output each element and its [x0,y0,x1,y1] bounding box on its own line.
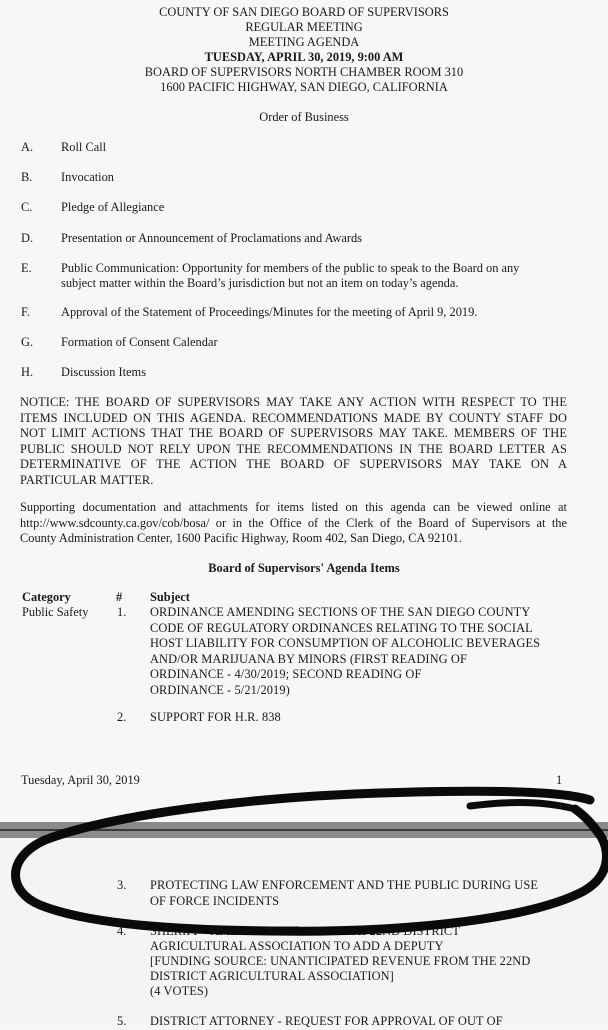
order-text: Pledge of Allegiance [61,200,165,214]
notice-line: PARTICULAR MATTER. [20,472,154,487]
subject-line: DISTRICT AGRICULTURAL ASSOCIATION] [150,969,394,983]
subject-line: CODE OF REGULATORY ORDINANCES RELATING TO THE SOCIAL [150,620,533,635]
subject-line: OF FORCE INCIDENTS [150,893,280,908]
subject-line: ORDINANCE - 5/21/2019) [150,682,290,697]
item-subject: SUPPORT FOR H.R. 838 [150,710,281,724]
header-doc-type: MEETING AGENDA [248,35,360,49]
subject-line: AGRICULTURAL ASSOCIATION TO ADD A DEPUTY [150,939,444,953]
item-subject [150,605,540,698]
header-date: TUESDAY, APRIL 30, 2019, 9:00 AM [204,50,404,64]
order-letter: E. [21,261,32,275]
subject-line: AND/OR MARIJUANA BY MINORS (FIRST READING OF [150,651,467,666]
supporting-line: Supporting documentation and attachments for items listed on this agenda can be viewed online at [20,500,567,514]
order-text: Formation of Consent Calendar [61,335,218,349]
order-text: Public Communication: Opportunity for members of the public to speak to the Board on any subject matter within the Board’s jurisdiction but not an item on today’s agenda. [61,261,520,290]
order-of-business-title: Order of Business [259,110,349,124]
supporting-line: http://www.sdcounty.ca.gov/cob/bosa/ or in the Office of the Clerk of the Board of Supervisors at the [20,515,567,530]
order-letter: D. [21,231,34,245]
order-letter: G. [21,335,34,349]
item-number: 4. [117,924,127,938]
item-number: 5. [117,1014,127,1028]
order-text: Approval of the Statement of Proceedings/Minutes for the meeting of April 9, 2019. [61,305,478,319]
order-letter: A. [21,140,34,154]
subject-line: ORDINANCE AMENDING SECTIONS OF THE SAN DIEGO COUNTY [150,605,531,619]
header-county: COUNTY OF SAN DIEGO BOARD OF SUPERVISORS [159,5,449,19]
category-column-header: Category [22,590,71,604]
item-number: 1. [117,605,127,619]
page-separator-line [0,829,608,831]
subject-line: (4 VOTES) [150,984,209,998]
footer-page-number: 1 [556,773,563,787]
item-subject [150,878,538,909]
order-letter: H. [21,365,34,379]
item-number: 3. [117,878,127,892]
header-address: 1600 PACIFIC HIGHWAY, SAN DIEGO, CALIFORNIA [160,80,448,94]
order-text: Presentation or Announcement of Proclamations and Awards [61,231,362,245]
header-room: BOARD OF SUPERVISORS NORTH CHAMBER ROOM 310 [144,65,464,79]
header-meeting-type: REGULAR MEETING [245,20,363,34]
supporting-docs-paragraph [20,500,567,547]
notice-paragraph [20,395,567,488]
item-number: 2. [117,710,127,724]
footer-date: Tuesday, April 30, 2019 [21,773,140,787]
subject-line: PROTECTING LAW ENFORCEMENT AND THE PUBLIC DURING USE [150,878,538,892]
page-separator [0,822,608,838]
item-subject: DISTRICT ATTORNEY - REQUEST FOR APPROVAL OF OUT OF [150,1014,503,1028]
notice-line: NOT LIMIT ACTIONS THAT THE BOARD OF SUPERVISORS MAY TAKE. MEMBERS OF THE [20,426,567,440]
subject-line: ORDINANCE - 4/30/2019; SECOND READING OF [150,667,422,681]
agenda-header [0,5,608,95]
order-letter: F. [21,305,30,319]
notice-line: PUBLIC SHOULD NOT RELY UPON THE RECOMMENDATIONS IN THE BOARD LETTER AS [20,441,567,456]
subject-line: SHERIFF - AMEND CONTR WITH 22ND DISTRICT [150,924,460,938]
agenda-page-2 [0,838,608,1028]
notice-line: NOTICE: THE BOARD OF SUPERVISORS MAY TAKE ANY ACTION WITH RESPECT TO THE [20,395,567,409]
notice-line: DETERMINATIVE OF THE ACTION THE BOARD OF SUPERVISORS MAY TAKE ON A [20,457,567,471]
subject-line: HOST LIABILITY FOR CONSUMPTION OF ALCOHOLIC BEVERAGES [150,636,541,650]
order-text: Roll Call [61,140,107,154]
order-text: Discussion Items [61,365,147,379]
supporting-line: County Administration Center, 1600 Pacific Highway, Room 402, San Diego, CA 92101. [20,531,462,545]
subject-column-header: Subject [150,590,190,604]
notice-line: ITEMS INCLUDED ON THIS AGENDA. RECOMMENDATIONS MADE BY COUNTY STAFF DO [20,410,567,425]
order-letter: C. [21,200,33,214]
number-column-header: # [116,590,123,604]
subject-line: [FUNDING SOURCE: UNANTICIPATED REVENUE FROM THE 22ND [150,954,531,968]
order-letter: B. [21,170,33,184]
item-subject [150,924,530,999]
order-text: Invocation [61,170,114,184]
item-category: Public Safety [22,605,89,619]
agenda-items-title: Board of Supervisors' Agenda Items [208,561,400,575]
